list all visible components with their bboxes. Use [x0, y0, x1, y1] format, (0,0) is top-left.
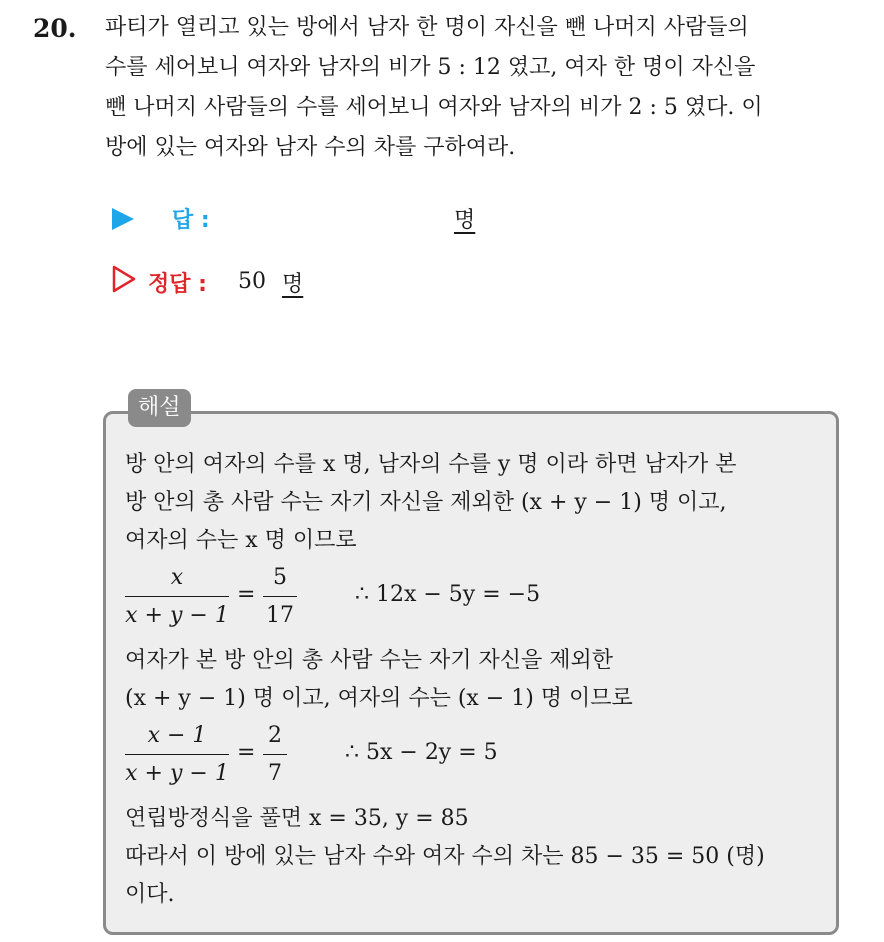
fraction [125, 560, 229, 633]
equation-result: ∴ 5x − 2y = 5 [345, 740, 498, 765]
fraction-numerator: 2 [268, 723, 282, 748]
answer-label: 답 : [172, 208, 210, 233]
correct-answer-value: 50 [238, 269, 266, 294]
answer-unit: 명 [454, 208, 476, 233]
outline-triangle-icon [112, 265, 136, 293]
fraction-denominator: 17 [266, 603, 294, 628]
solution-tab: 해설 [128, 389, 191, 427]
equals-sign: = [237, 740, 256, 765]
solution-line: 여자가 본 방 안의 총 사람 수는 자기 자신을 제외한 [125, 648, 613, 673]
solution-line: 따라서 이 방에 있는 남자 수와 여자 수의 차는 85 − 35 = 50 (명) [125, 844, 765, 869]
solution-line: 방 안의 여자의 수를 x 명, 남자의 수를 y 명 이라 하면 남자가 본 [125, 452, 737, 477]
fraction-numerator: x [170, 565, 184, 590]
correct-answer-label: 정답 : [148, 272, 207, 297]
fraction-denominator: 7 [268, 761, 282, 786]
question-line: 수를 세어보니 여자와 남자의 비가 5 : 12 였고, 여자 한 명이 자신을 [105, 55, 756, 80]
fraction [263, 718, 287, 791]
fraction-denominator: x + y − 1 [125, 761, 229, 786]
correct-answer-row [112, 263, 512, 303]
question-line: 뺀 나머지 사람들의 수를 세어보니 여자와 남자의 비가 2 : 5 였다. 이 [105, 95, 763, 120]
equation-1 [125, 560, 835, 642]
solution-content [125, 446, 835, 914]
play-triangle-icon [112, 208, 134, 230]
solution-line: 이다. [125, 882, 175, 907]
question-number: 20. [33, 14, 77, 43]
question-text [105, 8, 865, 168]
solution-line: 연립방정식을 풀면 x = 35, y = 85 [125, 806, 469, 831]
correct-answer-unit: 명 [282, 272, 304, 297]
question-line: 방에 있는 여자와 남자 수의 차를 구하여라. [105, 135, 516, 160]
fraction-numerator: x − 1 [147, 723, 207, 748]
equals-sign: = [237, 582, 256, 607]
solution-line: 여자의 수는 x 명 이므로 [125, 528, 357, 553]
equation-2 [125, 718, 835, 800]
question-line: 파티가 열리고 있는 방에서 남자 한 명이 자신을 뺀 나머지 사람들의 [105, 15, 749, 40]
fraction-denominator: x + y − 1 [125, 603, 229, 628]
solution-line: (x + y − 1) 명 이고, 여자의 수는 (x − 1) 명 이므로 [125, 686, 633, 711]
answer-row [112, 199, 512, 239]
fraction-numerator: 5 [273, 565, 287, 590]
solution-line: 방 안의 총 사람 수는 자기 자신을 제외한 (x + y − 1) 명 이고, [125, 490, 727, 515]
fraction [263, 560, 297, 633]
equation-result: ∴ 12x − 5y = −5 [355, 582, 541, 607]
fraction [125, 718, 229, 791]
